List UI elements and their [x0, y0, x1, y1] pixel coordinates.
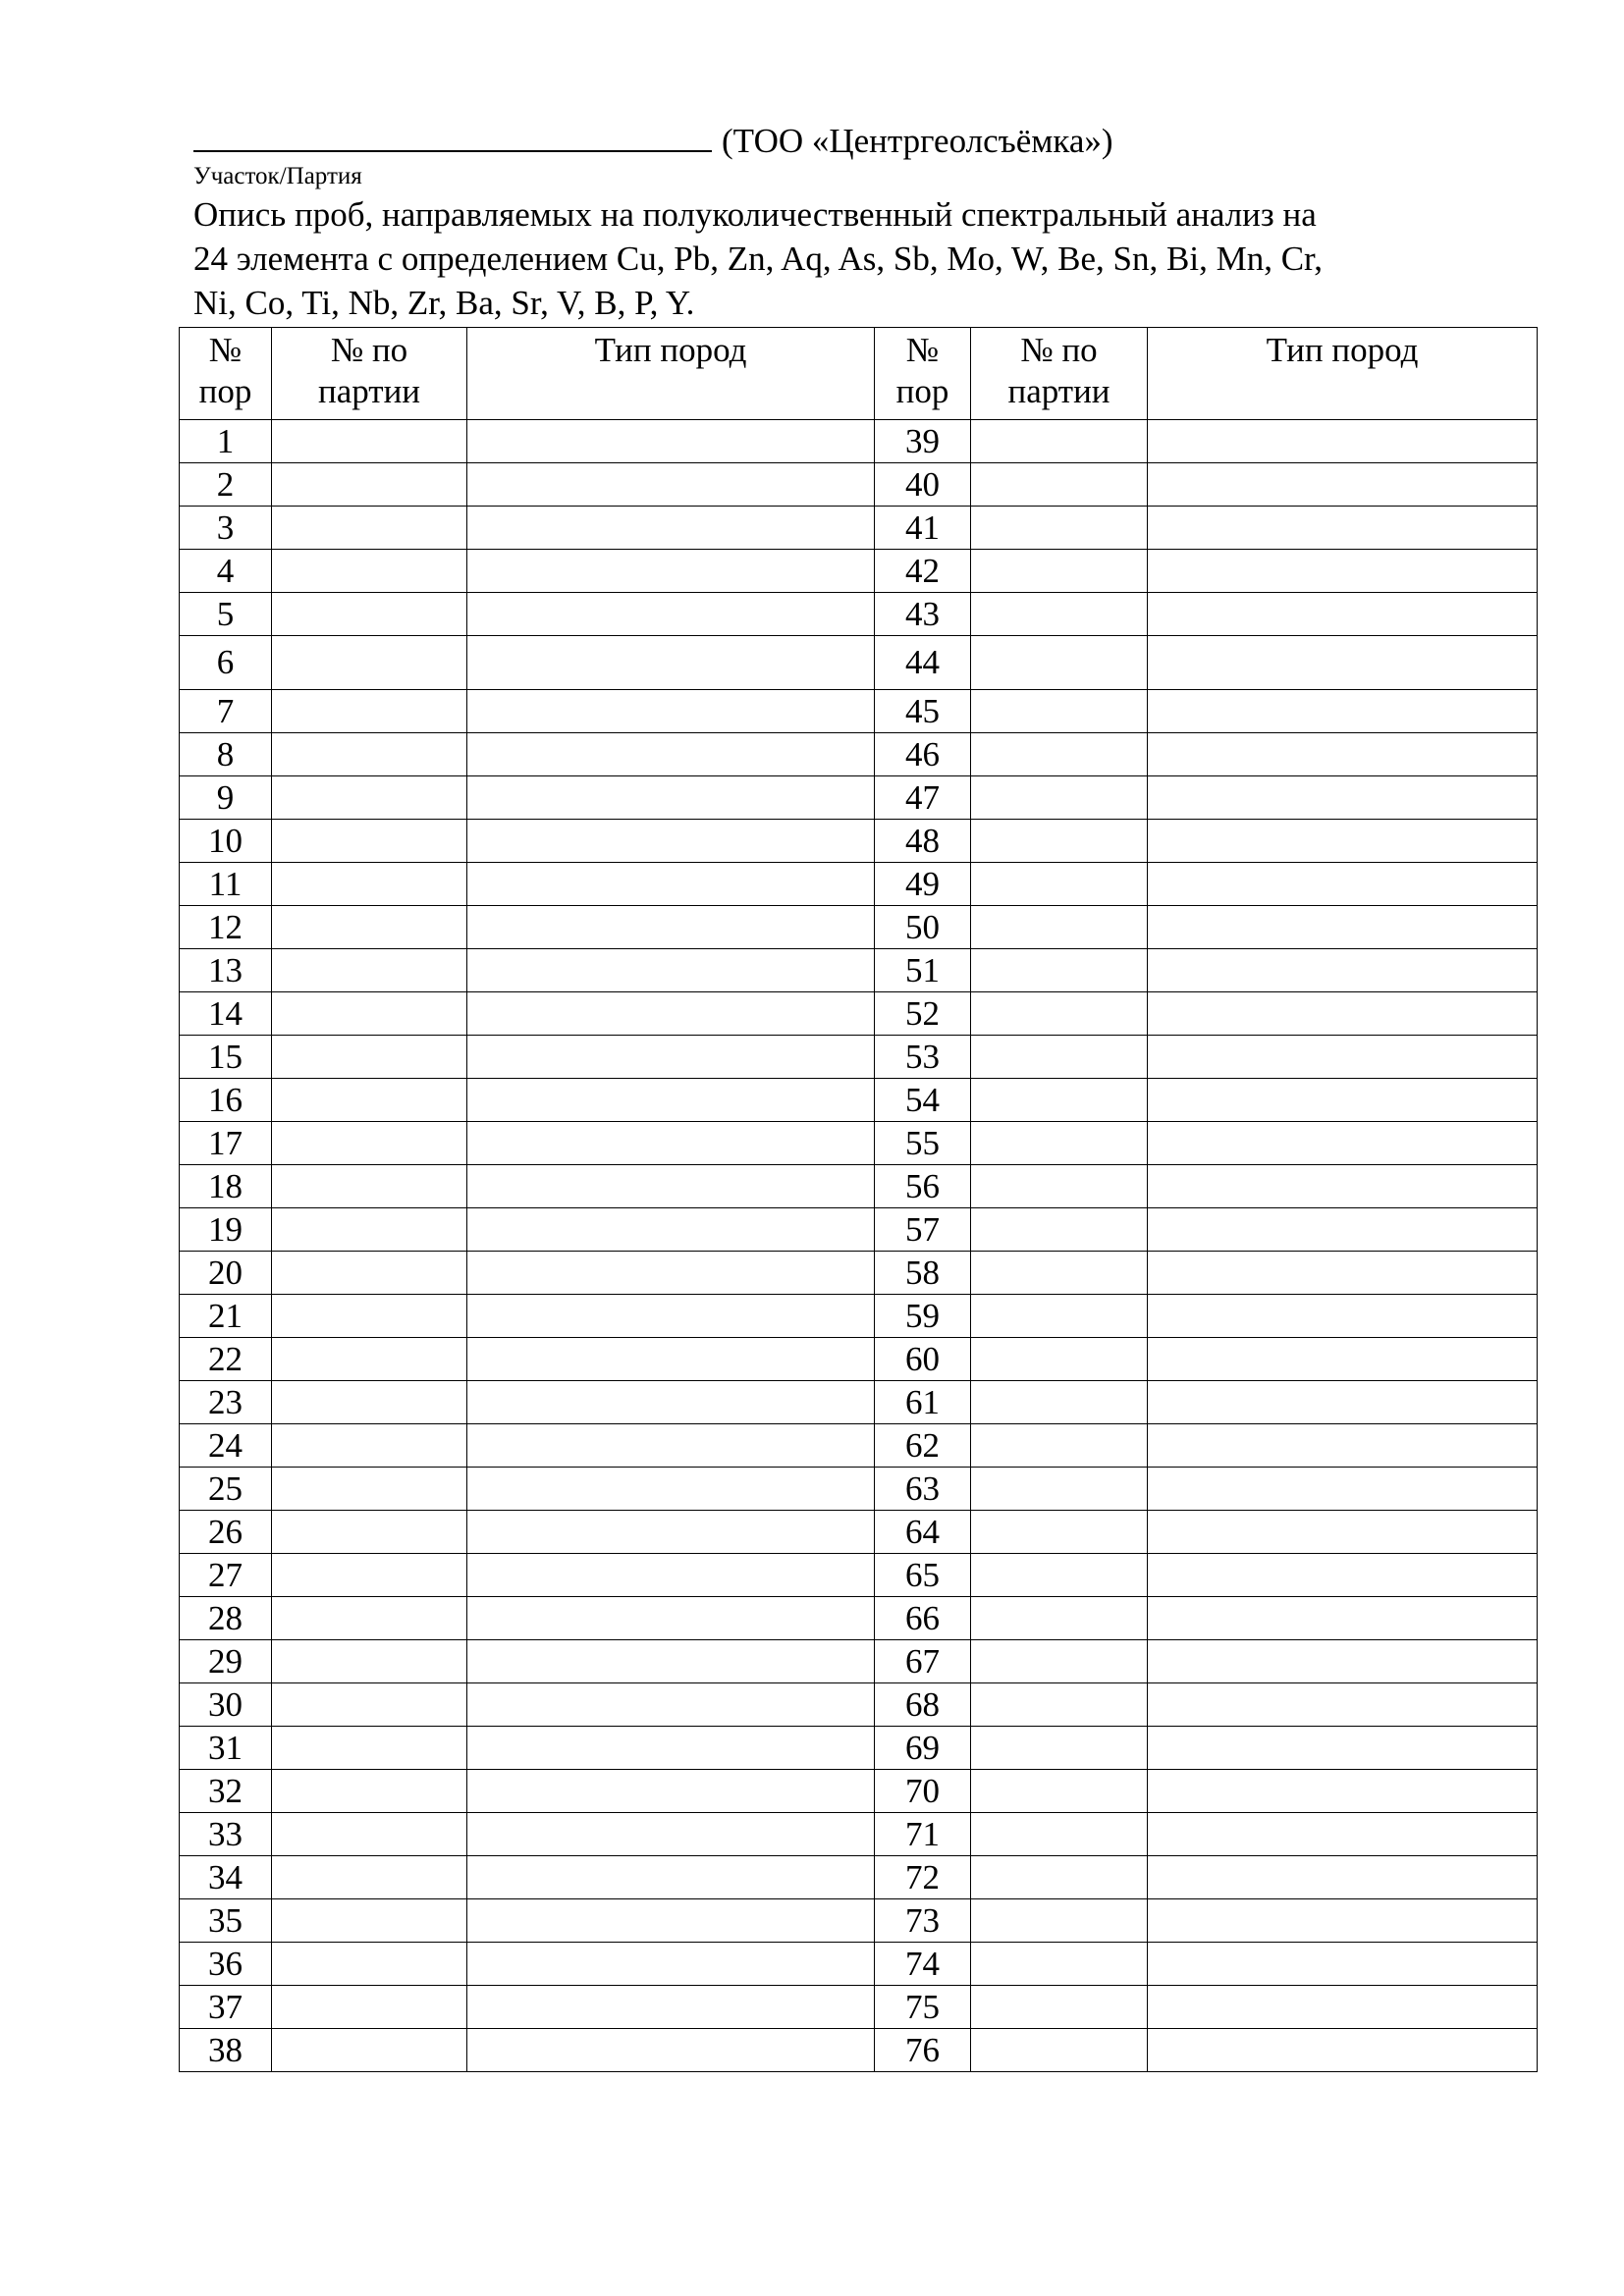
header-text: пор: [198, 372, 252, 410]
batch-number-right-cell: [971, 1424, 1148, 1468]
rock-type-left-cell: [467, 463, 875, 507]
table-row: [180, 1554, 1538, 1597]
sequence-number-left: 13: [180, 949, 272, 992]
sequence-number-right: 57: [875, 1208, 971, 1252]
rock-type-right-cell: [1148, 1036, 1538, 1079]
batch-number-right-cell: [971, 1943, 1148, 1986]
table-row: [180, 1295, 1538, 1338]
table-row: [180, 690, 1538, 733]
rock-type-right-cell: [1148, 593, 1538, 636]
batch-number-right-cell: [971, 820, 1148, 863]
sequence-number-left: 5: [180, 593, 272, 636]
header-text: партии: [1007, 372, 1110, 410]
table-row: [180, 1856, 1538, 1899]
table-row: [180, 776, 1538, 820]
sequence-number-right: 49: [875, 863, 971, 906]
sequence-number-right: 75: [875, 1986, 971, 2029]
batch-number-left-cell: [272, 992, 467, 1036]
batch-number-right-cell: [971, 420, 1148, 463]
sequence-number-left: 7: [180, 690, 272, 733]
batch-number-right-cell: [971, 949, 1148, 992]
header-batch-number-left: [272, 328, 467, 420]
sequence-number-right: 68: [875, 1683, 971, 1727]
table-row: [180, 863, 1538, 906]
sequence-number-right: 60: [875, 1338, 971, 1381]
batch-number-left-cell: [272, 1165, 467, 1208]
organization-header: [193, 121, 1113, 161]
table-row: [180, 1899, 1538, 1943]
sequence-number-right: 70: [875, 1770, 971, 1813]
sequence-number-left: 18: [180, 1165, 272, 1208]
header-text: № по: [1020, 331, 1098, 369]
rock-type-left-cell: [467, 1597, 875, 1640]
sequence-number-right: 59: [875, 1295, 971, 1338]
batch-number-left-cell: [272, 1511, 467, 1554]
batch-number-left-cell: [272, 1683, 467, 1727]
section-name-blank-line: [193, 121, 712, 152]
sequence-number-left: 16: [180, 1079, 272, 1122]
batch-number-left-cell: [272, 733, 467, 776]
rock-type-right-cell: [1148, 1381, 1538, 1424]
rock-type-right-cell: [1148, 2029, 1538, 2072]
batch-number-right-cell: [971, 733, 1148, 776]
batch-number-left-cell: [272, 1208, 467, 1252]
rock-type-left-cell: [467, 1252, 875, 1295]
table-row: [180, 1338, 1538, 1381]
sequence-number-left: 9: [180, 776, 272, 820]
sequence-number-left: 20: [180, 1252, 272, 1295]
batch-number-left-cell: [272, 1036, 467, 1079]
table-row: [180, 593, 1538, 636]
rock-type-left-cell: [467, 906, 875, 949]
rock-type-left-cell: [467, 1381, 875, 1424]
batch-number-right-cell: [971, 1899, 1148, 1943]
rock-type-right-cell: [1148, 1511, 1538, 1554]
batch-number-left-cell: [272, 1727, 467, 1770]
sequence-number-left: 19: [180, 1208, 272, 1252]
rock-type-left-cell: [467, 863, 875, 906]
sequence-number-right: 39: [875, 420, 971, 463]
batch-number-left-cell: [272, 550, 467, 593]
sequence-number-right: 73: [875, 1899, 971, 1943]
rock-type-right-cell: [1148, 1554, 1538, 1597]
sequence-number-left: 33: [180, 1813, 272, 1856]
header-text: партии: [317, 372, 421, 410]
sequence-number-left: 1: [180, 420, 272, 463]
sequence-number-right: 55: [875, 1122, 971, 1165]
batch-number-left-cell: [272, 1899, 467, 1943]
batch-number-left-cell: [272, 463, 467, 507]
sequence-number-right: 53: [875, 1036, 971, 1079]
sequence-number-left: 12: [180, 906, 272, 949]
batch-number-right-cell: [971, 1295, 1148, 1338]
rock-type-left-cell: [467, 1511, 875, 1554]
batch-number-right-cell: [971, 863, 1148, 906]
rock-type-right-cell: [1148, 636, 1538, 690]
rock-type-left-cell: [467, 820, 875, 863]
sequence-number-right: 64: [875, 1511, 971, 1554]
table-row: [180, 949, 1538, 992]
sequence-number-left: 8: [180, 733, 272, 776]
batch-number-right-cell: [971, 593, 1148, 636]
table-row: [180, 1986, 1538, 2029]
rock-type-right-cell: [1148, 550, 1538, 593]
rock-type-right-cell: [1148, 1683, 1538, 1727]
table-row: [180, 1640, 1538, 1683]
sample-inventory-table: [179, 327, 1538, 2072]
batch-number-right-cell: [971, 1640, 1148, 1683]
rock-type-right-cell: [1148, 1252, 1538, 1295]
batch-number-right-cell: [971, 1986, 1148, 2029]
batch-number-right-cell: [971, 1122, 1148, 1165]
sequence-number-left: 35: [180, 1899, 272, 1943]
rock-type-left-cell: [467, 1727, 875, 1770]
batch-number-right-cell: [971, 1079, 1148, 1122]
batch-number-left-cell: [272, 636, 467, 690]
rock-type-left-cell: [467, 1208, 875, 1252]
rock-type-right-cell: [1148, 1597, 1538, 1640]
batch-number-right-cell: [971, 636, 1148, 690]
batch-number-left-cell: [272, 1856, 467, 1899]
rock-type-left-cell: [467, 1986, 875, 2029]
rock-type-right-cell: [1148, 690, 1538, 733]
batch-number-right-cell: [971, 1338, 1148, 1381]
sequence-number-right: 54: [875, 1079, 971, 1122]
sequence-number-left: 32: [180, 1770, 272, 1813]
batch-number-right-cell: [971, 1381, 1148, 1424]
header-sequence-number-left: [180, 328, 272, 420]
rock-type-right-cell: [1148, 949, 1538, 992]
sequence-number-left: 23: [180, 1381, 272, 1424]
rock-type-right-cell: [1148, 1165, 1538, 1208]
sequence-number-right: 72: [875, 1856, 971, 1899]
rock-type-right-cell: [1148, 1295, 1538, 1338]
rock-type-left-cell: [467, 1770, 875, 1813]
document-title: [193, 192, 1499, 325]
rock-type-right-cell: [1148, 1468, 1538, 1511]
rock-type-right-cell: [1148, 1813, 1538, 1856]
rock-type-left-cell: [467, 733, 875, 776]
sequence-number-right: 63: [875, 1468, 971, 1511]
section-label: Участок/Партия: [193, 163, 362, 189]
rock-type-left-cell: [467, 1122, 875, 1165]
batch-number-left-cell: [272, 1554, 467, 1597]
batch-number-left-cell: [272, 690, 467, 733]
sequence-number-left: 26: [180, 1511, 272, 1554]
batch-number-left-cell: [272, 1252, 467, 1295]
rock-type-left-cell: [467, 776, 875, 820]
sequence-number-right: 46: [875, 733, 971, 776]
sequence-number-right: 51: [875, 949, 971, 992]
table-row: [180, 1122, 1538, 1165]
rock-type-left-cell: [467, 992, 875, 1036]
sequence-number-left: 30: [180, 1683, 272, 1727]
sequence-number-left: 24: [180, 1424, 272, 1468]
sequence-number-left: 36: [180, 1943, 272, 1986]
table-body: [180, 420, 1538, 2072]
title-line-3: Ni, Co, Ti, Nb, Zr, Ba, Sr, V, B, P, Y.: [193, 284, 695, 322]
batch-number-left-cell: [272, 863, 467, 906]
sequence-number-right: 44: [875, 636, 971, 690]
sequence-number-right: 62: [875, 1424, 971, 1468]
sequence-number-left: 34: [180, 1856, 272, 1899]
table-row: [180, 1597, 1538, 1640]
sequence-number-right: 65: [875, 1554, 971, 1597]
sequence-number-left: 38: [180, 2029, 272, 2072]
rock-type-left-cell: [467, 1554, 875, 1597]
table-row: [180, 1079, 1538, 1122]
sequence-number-right: 48: [875, 820, 971, 863]
batch-number-left-cell: [272, 1424, 467, 1468]
batch-number-right-cell: [971, 1468, 1148, 1511]
header-text: №: [905, 331, 940, 369]
header-text: пор: [895, 372, 949, 410]
rock-type-right-cell: [1148, 1770, 1538, 1813]
rock-type-right-cell: [1148, 820, 1538, 863]
table-row: [180, 1683, 1538, 1727]
header-rock-type-left: Тип пород: [467, 328, 875, 420]
sequence-number-left: 6: [180, 636, 272, 690]
sequence-number-right: 67: [875, 1640, 971, 1683]
rock-type-right-cell: [1148, 1424, 1538, 1468]
sequence-number-right: 58: [875, 1252, 971, 1295]
rock-type-left-cell: [467, 593, 875, 636]
header-text: №: [208, 331, 243, 369]
batch-number-left-cell: [272, 1468, 467, 1511]
header-text: № по: [330, 331, 408, 369]
sequence-number-left: 15: [180, 1036, 272, 1079]
sequence-number-left: 25: [180, 1468, 272, 1511]
rock-type-left-cell: [467, 690, 875, 733]
batch-number-left-cell: [272, 820, 467, 863]
batch-number-right-cell: [971, 463, 1148, 507]
rock-type-left-cell: [467, 1036, 875, 1079]
batch-number-left-cell: [272, 1813, 467, 1856]
batch-number-right-cell: [971, 550, 1148, 593]
table-header-row: [180, 328, 1538, 420]
table-row: [180, 463, 1538, 507]
batch-number-right-cell: [971, 1165, 1148, 1208]
sequence-number-right: 50: [875, 906, 971, 949]
rock-type-right-cell: [1148, 1986, 1538, 2029]
batch-number-right-cell: [971, 1683, 1148, 1727]
sequence-number-left: 3: [180, 507, 272, 550]
sequence-number-left: 17: [180, 1122, 272, 1165]
batch-number-left-cell: [272, 420, 467, 463]
sequence-number-left: 31: [180, 1727, 272, 1770]
title-line-2: 24 элемента с определением Cu, Pb, Zn, Aq, As, Sb, Mo, W, Be, Sn, Bi, Mn, Cr,: [193, 240, 1324, 278]
table-row: [180, 820, 1538, 863]
rock-type-right-cell: [1148, 1727, 1538, 1770]
batch-number-left-cell: [272, 1943, 467, 1986]
batch-number-left-cell: [272, 1295, 467, 1338]
sequence-number-right: 56: [875, 1165, 971, 1208]
batch-number-left-cell: [272, 1122, 467, 1165]
sequence-number-left: 27: [180, 1554, 272, 1597]
batch-number-right-cell: [971, 507, 1148, 550]
rock-type-right-cell: [1148, 1079, 1538, 1122]
batch-number-left-cell: [272, 1079, 467, 1122]
batch-number-left-cell: [272, 2029, 467, 2072]
rock-type-left-cell: [467, 1856, 875, 1899]
sequence-number-right: 52: [875, 992, 971, 1036]
batch-number-left-cell: [272, 1640, 467, 1683]
table-row: [180, 1036, 1538, 1079]
rock-type-left-cell: [467, 1165, 875, 1208]
rock-type-left-cell: [467, 1943, 875, 1986]
rock-type-right-cell: [1148, 507, 1538, 550]
table-row: [180, 1208, 1538, 1252]
rock-type-right-cell: [1148, 906, 1538, 949]
rock-type-left-cell: [467, 420, 875, 463]
batch-number-right-cell: [971, 1727, 1148, 1770]
sequence-number-left: 28: [180, 1597, 272, 1640]
batch-number-left-cell: [272, 1338, 467, 1381]
sequence-number-left: 37: [180, 1986, 272, 2029]
table-row: [180, 2029, 1538, 2072]
rock-type-left-cell: [467, 1683, 875, 1727]
batch-number-left-cell: [272, 949, 467, 992]
table-row: [180, 1511, 1538, 1554]
rock-type-right-cell: [1148, 1899, 1538, 1943]
table-row: [180, 1770, 1538, 1813]
rock-type-left-cell: [467, 1899, 875, 1943]
rock-type-right-cell: [1148, 863, 1538, 906]
sequence-number-right: 69: [875, 1727, 971, 1770]
rock-type-right-cell: [1148, 1640, 1538, 1683]
sequence-number-left: 2: [180, 463, 272, 507]
rock-type-left-cell: [467, 1813, 875, 1856]
batch-number-left-cell: [272, 776, 467, 820]
batch-number-right-cell: [971, 776, 1148, 820]
rock-type-left-cell: [467, 1295, 875, 1338]
table-row: [180, 420, 1538, 463]
rock-type-right-cell: [1148, 733, 1538, 776]
sequence-number-right: 45: [875, 690, 971, 733]
rock-type-left-cell: [467, 1424, 875, 1468]
batch-number-right-cell: [971, 1252, 1148, 1295]
header-batch-number-right: [971, 328, 1148, 420]
table-row: [180, 1252, 1538, 1295]
rock-type-left-cell: [467, 1079, 875, 1122]
rock-type-right-cell: [1148, 463, 1538, 507]
batch-number-right-cell: [971, 992, 1148, 1036]
sequence-number-right: 40: [875, 463, 971, 507]
rock-type-left-cell: [467, 507, 875, 550]
sequence-number-right: 61: [875, 1381, 971, 1424]
table-row: [180, 550, 1538, 593]
table-row: [180, 1943, 1538, 1986]
table-row: [180, 1813, 1538, 1856]
batch-number-right-cell: [971, 690, 1148, 733]
batch-number-left-cell: [272, 593, 467, 636]
table-row: [180, 507, 1538, 550]
rock-type-right-cell: [1148, 1122, 1538, 1165]
organization-name: (ТОО «Центргеолсъёмка»): [722, 122, 1113, 160]
rock-type-right-cell: [1148, 992, 1538, 1036]
batch-number-right-cell: [971, 2029, 1148, 2072]
rock-type-right-cell: [1148, 776, 1538, 820]
batch-number-left-cell: [272, 1986, 467, 2029]
batch-number-right-cell: [971, 1856, 1148, 1899]
rock-type-left-cell: [467, 2029, 875, 2072]
rock-type-right-cell: [1148, 420, 1538, 463]
sequence-number-left: 21: [180, 1295, 272, 1338]
batch-number-right-cell: [971, 1770, 1148, 1813]
header-sequence-number-right: [875, 328, 971, 420]
rock-type-right-cell: [1148, 1856, 1538, 1899]
batch-number-right-cell: [971, 1813, 1148, 1856]
sequence-number-left: 22: [180, 1338, 272, 1381]
table-row: [180, 1381, 1538, 1424]
sequence-number-right: 41: [875, 507, 971, 550]
batch-number-right-cell: [971, 1597, 1148, 1640]
table-row: [180, 1424, 1538, 1468]
batch-number-left-cell: [272, 1381, 467, 1424]
sequence-number-right: 76: [875, 2029, 971, 2072]
rock-type-left-cell: [467, 550, 875, 593]
rock-type-left-cell: [467, 949, 875, 992]
batch-number-left-cell: [272, 507, 467, 550]
batch-number-left-cell: [272, 1597, 467, 1640]
sequence-number-left: 10: [180, 820, 272, 863]
sequence-number-right: 42: [875, 550, 971, 593]
table-row: [180, 992, 1538, 1036]
sequence-number-left: 4: [180, 550, 272, 593]
sequence-number-left: 11: [180, 863, 272, 906]
rock-type-right-cell: [1148, 1338, 1538, 1381]
rock-type-left-cell: [467, 1640, 875, 1683]
sequence-number-right: 71: [875, 1813, 971, 1856]
sequence-number-left: 29: [180, 1640, 272, 1683]
table-row: [180, 1727, 1538, 1770]
batch-number-right-cell: [971, 906, 1148, 949]
sequence-number-left: 14: [180, 992, 272, 1036]
table-row: [180, 1468, 1538, 1511]
rock-type-right-cell: [1148, 1943, 1538, 1986]
rock-type-left-cell: [467, 636, 875, 690]
batch-number-right-cell: [971, 1554, 1148, 1597]
batch-number-left-cell: [272, 906, 467, 949]
rock-type-right-cell: [1148, 1208, 1538, 1252]
batch-number-left-cell: [272, 1770, 467, 1813]
table-row: [180, 636, 1538, 690]
header-rock-type-right: Тип пород: [1148, 328, 1538, 420]
table-row: [180, 733, 1538, 776]
batch-number-right-cell: [971, 1208, 1148, 1252]
table-row: [180, 906, 1538, 949]
rock-type-left-cell: [467, 1338, 875, 1381]
table-row: [180, 1165, 1538, 1208]
sequence-number-right: 43: [875, 593, 971, 636]
batch-number-right-cell: [971, 1511, 1148, 1554]
sequence-number-right: 74: [875, 1943, 971, 1986]
title-line-1: Опись проб, направляемых на полуколичественный спектральный анализ на: [193, 195, 1317, 234]
sequence-number-right: 47: [875, 776, 971, 820]
batch-number-right-cell: [971, 1036, 1148, 1079]
sequence-number-right: 66: [875, 1597, 971, 1640]
rock-type-left-cell: [467, 1468, 875, 1511]
